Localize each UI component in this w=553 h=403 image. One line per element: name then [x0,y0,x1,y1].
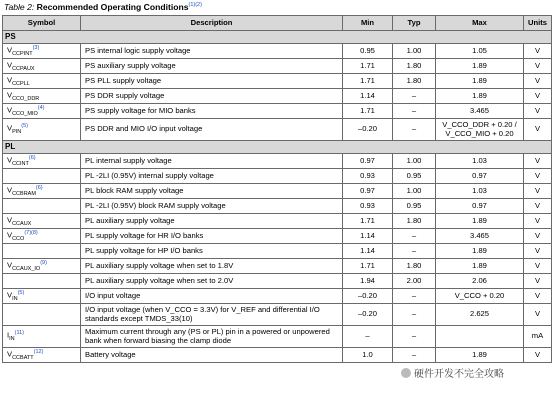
table-row [3,184,552,199]
symbol-subscript: CCO [12,236,25,242]
max-cell: V_CCO_DDR + 0.20 / V_CCO_MIO + 0.20 [436,119,524,141]
max-cell: 1.89 [436,259,524,274]
description-cell: PL internal supply voltage [81,154,343,169]
header-min: Min [343,16,393,31]
max-cell: 1.89 [436,244,524,259]
min-cell: 1.71 [343,259,393,274]
units-cell: V [524,184,552,199]
symbol-letter: I [7,330,10,340]
symbol-subscript: CCINT [12,161,29,167]
symbol-cell [3,348,81,363]
table-row [3,74,552,89]
table-row [3,348,552,363]
description-cell: PS PLL supply voltage [81,74,343,89]
typ-cell: 0.95 [393,169,436,184]
watermark-text: 硬件开发不完全攻略 [414,369,504,380]
footnote-ref: (6) [28,154,36,161]
symbol-letter: V [7,230,13,240]
min-cell: 1.14 [343,244,393,259]
units-cell: V [524,244,552,259]
min-cell: 1.14 [343,229,393,244]
units-cell: V [524,199,552,214]
footnote-ref: (11) [14,330,24,337]
footnote-ref: (9) [40,259,47,266]
table-row [3,244,552,259]
table-row [3,89,552,104]
description-cell: PL auxiliary supply voltage when set to 1.8V [81,259,343,274]
symbol-letter: V [7,155,13,165]
min-cell: 1.71 [343,104,393,119]
min-cell: 0.95 [343,44,393,59]
symbol-subscript: CCPINT [12,51,33,57]
table-row [3,326,552,348]
max-cell: 0.97 [436,169,524,184]
header-symbol: Symbol [3,16,81,31]
table-row [3,229,552,244]
footnote-ref: (4) [37,104,45,111]
symbol-letter: V [7,290,13,300]
symbol-letter: V [7,349,13,359]
symbol-subscript: IN [9,336,15,343]
max-cell: 2.06 [436,274,524,289]
min-cell: 0.97 [343,154,393,169]
symbol-cell [3,274,81,289]
symbol-subscript: CCAUX_IO [12,266,41,272]
symbol-cell [3,44,81,59]
typ-cell: 1.00 [393,154,436,169]
table-row [3,169,552,184]
symbol-cell [3,184,81,199]
symbol-subscript: CCBRAM [12,191,36,197]
max-cell: 1.89 [436,214,524,229]
symbol-subscript: PIN [12,129,22,136]
units-cell: V [524,89,552,104]
symbol-letter: V [7,45,13,55]
symbol-letter: V [7,60,13,70]
description-cell: PL supply voltage for HR I/O banks [81,229,343,244]
description-cell: PL auxiliary supply voltage when set to 2.0V [81,274,343,289]
typ-cell: 0.95 [393,199,436,214]
watermark [398,364,507,381]
typ-cell: – [393,304,436,326]
symbol-cell [3,214,81,229]
symbol-cell [3,289,81,304]
wechat-logo-icon [401,368,411,378]
units-cell: mA [524,326,552,348]
symbol-cell [3,74,81,89]
symbol-subscript: CCPAUX [12,66,35,72]
typ-cell: – [393,289,436,304]
description-cell: I/O input voltage [81,289,343,304]
description-cell: Maximum current through any (PS or PL) pin in a powered or unpowered bank when forward biasing the clamp diode [81,326,343,348]
symbol-cell [3,229,81,244]
max-cell: V_CCO + 0.20 [436,289,524,304]
symbol-letter: V [7,123,13,133]
description-cell: PL -2LI (0.95V) internal supply voltage [81,169,343,184]
typ-cell: – [393,244,436,259]
description-cell: Battery voltage [81,348,343,363]
units-cell: V [524,259,552,274]
typ-cell: – [393,119,436,141]
min-cell: 1.71 [343,74,393,89]
description-cell: PS supply voltage for MIO banks [81,104,343,119]
table-row [3,289,552,304]
min-cell: 1.0 [343,348,393,363]
description-cell: PL supply voltage for HP I/O banks [81,244,343,259]
description-cell: PS auxiliary supply voltage [81,59,343,74]
units-cell: V [524,169,552,184]
typ-cell: 1.80 [393,74,436,89]
min-cell: 0.97 [343,184,393,199]
description-cell: PS internal logic supply voltage [81,44,343,59]
table-row [3,214,552,229]
min-cell: 1.71 [343,59,393,74]
symbol-letter: V [7,75,13,85]
header-max: Max [436,16,524,31]
max-cell: 1.89 [436,348,524,363]
units-cell: V [524,214,552,229]
header-typ: Typ [393,16,436,31]
units-cell: V [524,304,552,326]
description-cell: PL auxiliary supply voltage [81,214,343,229]
section-row [3,141,552,154]
typ-cell: 2.00 [393,274,436,289]
typ-cell: – [393,326,436,348]
units-cell: V [524,274,552,289]
min-cell: 1.14 [343,89,393,104]
description-cell: I/O input voltage (when V_CCO = 3.3V) for V_REF and differential I/O standards except TMDS_33(10) [81,304,343,326]
header-description: Description [81,16,343,31]
symbol-cell [3,154,81,169]
table-row [3,259,552,274]
section-label: PS [3,31,552,44]
min-cell: 0.93 [343,169,393,184]
table-row [3,199,552,214]
footnote-ref: (3) [32,44,40,51]
header-row [3,16,552,31]
table-row [3,304,552,326]
units-cell: V [524,348,552,363]
symbol-letter: V [7,105,13,115]
max-cell: 1.05 [436,44,524,59]
description-cell: PS DDR supply voltage [81,89,343,104]
symbol-cell [3,119,81,141]
units-cell: V [524,74,552,89]
symbol-cell [3,89,81,104]
symbol-subscript: CCPLL [12,81,30,87]
table-row [3,274,552,289]
typ-cell: 1.80 [393,259,436,274]
section-label: PL [3,141,552,154]
typ-cell: 1.00 [393,184,436,199]
min-cell: 1.71 [343,214,393,229]
units-cell: V [524,154,552,169]
caption-title: Recommended Operating Conditions [36,2,189,12]
footnote-ref: (5) [21,123,28,130]
typ-cell: 1.00 [393,44,436,59]
symbol-subscript: IN [12,296,18,302]
max-cell: 1.03 [436,184,524,199]
table-caption [4,2,202,12]
units-cell: V [524,229,552,244]
min-cell: 1.94 [343,274,393,289]
units-cell: V [524,289,552,304]
units-cell: V [524,104,552,119]
table-row [3,154,552,169]
symbol-cell [3,304,81,326]
units-cell: V [524,59,552,74]
section-row [3,31,552,44]
table-row [3,119,552,141]
symbol-subscript: CCAUX [12,221,32,227]
table-row [3,104,552,119]
symbol-cell [3,244,81,259]
symbol-cell [3,199,81,214]
description-cell: PL -2LI (0.95V) block RAM supply voltage [81,199,343,214]
footnote-ref: (12) [33,348,44,355]
symbol-letter: V [7,260,13,270]
symbol-subscript: CCO_DDR [12,96,40,102]
symbol-cell [3,59,81,74]
table-row [3,44,552,59]
max-cell: 1.03 [436,154,524,169]
units-cell: V [524,44,552,59]
description-cell: PL block RAM supply voltage [81,184,343,199]
footnote-ref: (7)(8) [24,229,38,236]
symbol-cell [3,259,81,274]
min-cell: – [343,326,393,348]
max-cell: 3.465 [436,229,524,244]
symbol-subscript: CCO_MIO [12,111,38,117]
caption-refs: (1)(2) [188,2,202,9]
min-cell: –0.20 [343,289,393,304]
symbol-cell [3,169,81,184]
operating-conditions-table [2,15,552,363]
symbol-cell [3,326,81,348]
min-cell: –0.20 [343,304,393,326]
typ-cell: – [393,348,436,363]
max-cell: 1.89 [436,89,524,104]
footnote-ref: (5) [17,289,25,296]
max-cell: 3.465 [436,104,524,119]
symbol-letter: V [7,185,13,195]
typ-cell: – [393,104,436,119]
caption-prefix: Table 2: [4,2,35,12]
max-cell [436,326,524,348]
typ-cell: – [393,229,436,244]
max-cell: 0.97 [436,199,524,214]
typ-cell: – [393,89,436,104]
min-cell: 0.93 [343,199,393,214]
description-cell: PS DDR and MIO I/O input voltage [81,119,343,141]
units-cell: V [524,119,552,141]
typ-cell: 1.80 [393,59,436,74]
symbol-letter: V [7,90,13,100]
symbol-cell [3,104,81,119]
typ-cell: 1.80 [393,214,436,229]
max-cell: 2.625 [436,304,524,326]
table-row [3,59,552,74]
symbol-letter: V [7,215,13,225]
min-cell: –0.20 [343,119,393,141]
header-units: Units [524,16,552,31]
max-cell: 1.89 [436,59,524,74]
symbol-subscript: CCBATT [12,355,34,361]
footnote-ref: (6) [35,184,43,191]
max-cell: 1.89 [436,74,524,89]
